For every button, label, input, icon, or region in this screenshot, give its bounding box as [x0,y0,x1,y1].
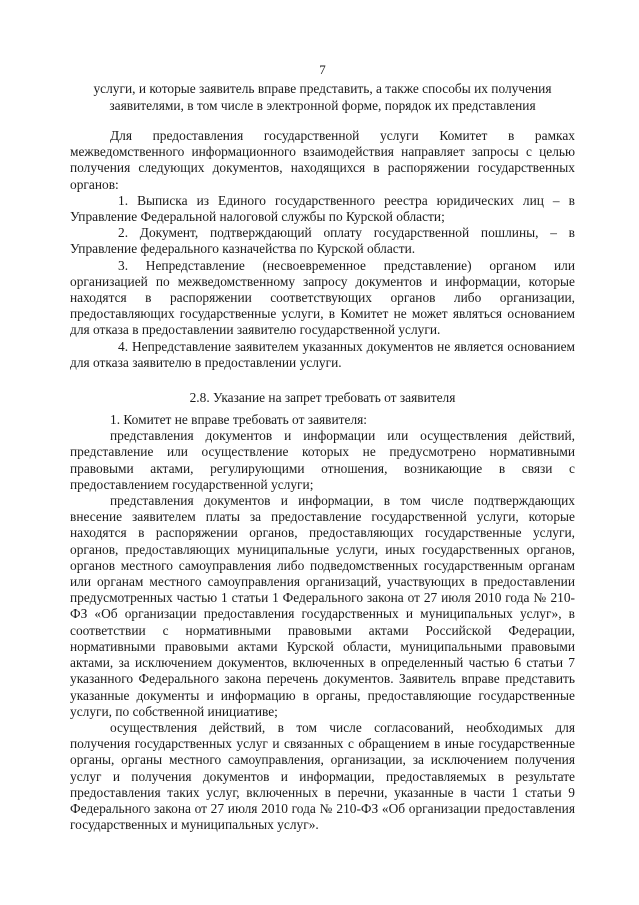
section-paragraph-1: представления документов и информации или осуществления действий, представление или осуществление которых не предусмотрено нормативными правовыми актами, регулирующими отношения, возникающие в связи с предоставлением государственной услуги; [70,428,575,492]
section-title-2-8: 2.8. Указание на запрет требовать от заявителя [189,390,456,406]
intro-paragraph: Для предоставления государственной услуги Комитет в рамках межведомственного информационного взаимодействия направляет запросы с целью получения следующих документов, находящихся в распоряжении государственных органов: [70,128,575,192]
list-item-2: 2. Документ, подтверждающий оплату государственной пошлины, – в Управление федерального казначейства по Курской области. [70,225,575,257]
heading-continuation [70,80,575,114]
heading-line-2: заявителями, в том числе в электронной форме, порядок их представления [109,98,536,113]
list-item-3: 3. Непредставление (несвоевременное представление) органом или организацией по межведомственному запросу документов и информации, которые находятся в распоряжении соответствующих органов либо организации, предоставляющих государственные услуги, в Комитет не может являться основанием для отказа в предоставлении заявителю государственной услуги. [70,257,575,338]
heading-line-1: услуги, и которые заявитель вправе представить, а также способы их получения [93,81,552,96]
list-item-1: 1. Выписка из Единого государственного реестра юридических лиц – в Управление Федеральной налоговой службы по Курской области; [70,192,575,225]
list-item-4: 4. Непредставление заявителем указанных документов не является основанием для отказа заявителю в предоставлении услуги. [70,338,575,370]
section-paragraph-2: представления документов и информации, в том числе подтверждающих внесение заявителем платы за предоставление государственной услуги, которые находятся в распоряжении органов, предоставляющих государственные услуги, органов, предоставляющих муниципальные услуги, иных государственных органов, органов местного самоуправления либо подведомственных государственным органам или органам местного самоуправления организаций, участвующих в предоставлении предусмотренных частью 1 статьи 1 Федерального закона от 27 июля 2010 года № 210-ФЗ «Об организации предоставления государственных и муниципальных услуг», в соответствии с нормативными правовыми актами Российской Федерации, нормативными правовыми актами Курской области, муниципальными правовыми актами, за исключением документов, включенных в определенный частью 6 статьи 7 указанного Федерального закона перечень документов. Заявитель вправе представить указанные документы и информацию в органы, предоставляющие государственные услуги, по собственной инициативе; [70,493,575,719]
section-paragraph-3: осуществления действий, в том числе согласований, необходимых для получения государственных услуг и связанных с обращением в иные государственные органы, органы местного самоуправления, организации, за исключением получения услуг и получения документов и информации, предоставляемых в результате предоставления таких услуг, включенных в перечни, указанные в части 1 статьи 9 Федерального закона от 27 июля 2010 года № 210-ФЗ «Об организации предоставления государственных и муниципальных услуг». [70,719,575,833]
page-number: 7 [319,62,326,77]
section-lead: 1. Комитет не вправе требовать от заявителя: [110,412,368,428]
